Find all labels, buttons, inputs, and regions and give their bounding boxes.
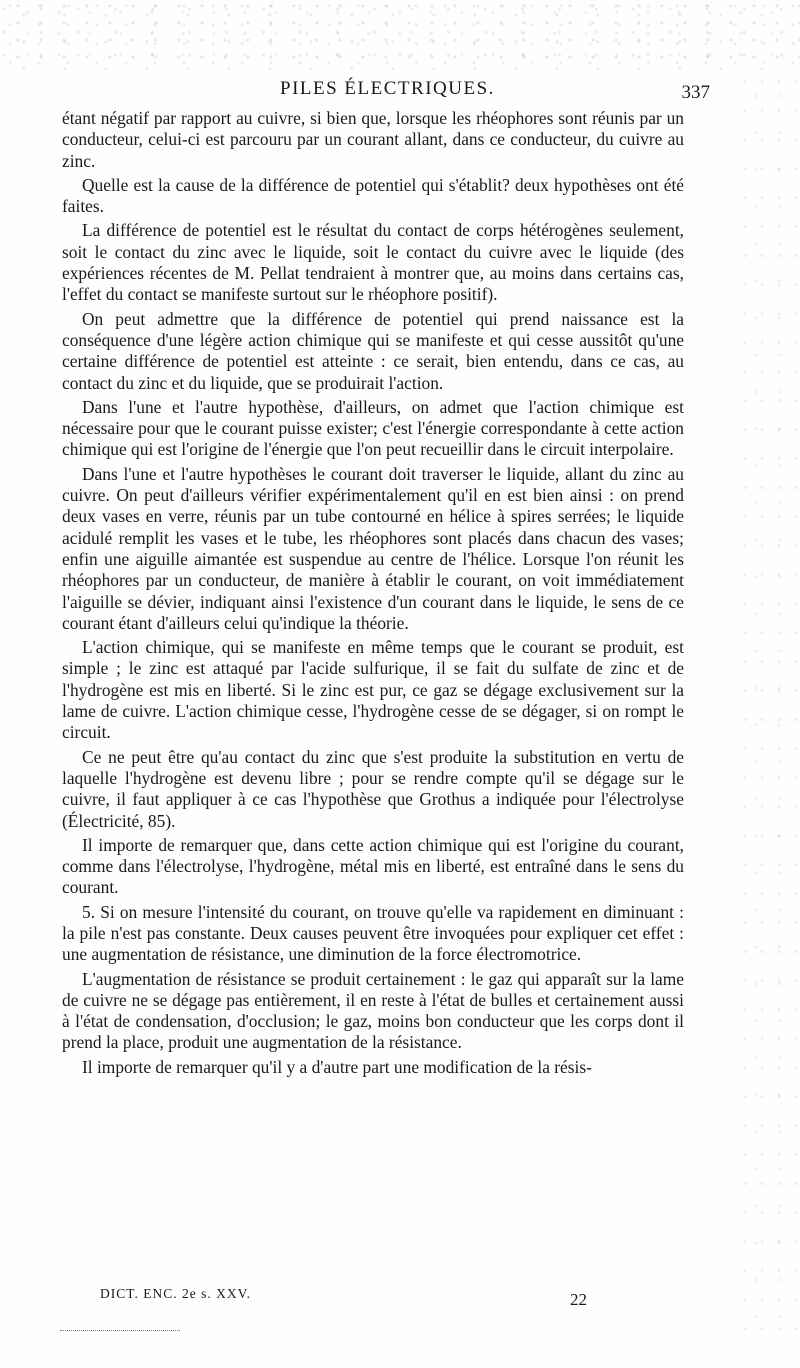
paragraph: Il importe de remarquer qu'il y a d'autre part une modification de la résis- [82,1056,592,1077]
running-head [60,78,710,104]
paragraph: Dans l'une et l'autre hypothèse, d'ailleurs, on admet que l'action chimique est nécessaire pour que le courant puisse exister; c'est l'énergie correspondante à cette action chimique qui est l'origine de l'énergie que l'on peut recueillir dans le circuit interpolaire. [62,396,684,460]
printer-signature: DICT. ENC. 2e s. XXV. [100,1286,251,1301]
paragraph: Quelle est la cause de la différence de potentiel qui s'établit? deux hypothèses ont été faites. [62,174,684,217]
paragraph: 5. Si on mesure l'intensité du courant, on trouve qu'elle va rapidement en diminuant : la pile n'est pas constante. Deux causes peuvent être invoquées pour expliquer cet effet : une augmentation de résistance, une diminution de la force électromotrice. [62,901,684,965]
header-title: PILES ÉLECTRIQUES. [280,78,495,99]
paragraph: On peut admettre que la différence de potentiel qui prend naissance est la conséquence d'une légère action chimique qui se manifeste et qui cesse aussitôt qu'une certaine différence de potentiel est atteinte : ce serait, bien entendu, dans ce cas, au contact du zinc et du liquide, que se produirait l'action. [62,308,684,393]
body-text [62,108,684,1081]
paragraph: Dans l'une et l'autre hypothèses le courant doit traverser le liquide, allant du zinc au cuivre. On peut d'ailleurs vérifier expérimentalement qu'il en est bien ainsi : on prend deux vases en verre, réunis par un tube contourné en hélice à spires serrées; le liquide acidulé remplit les vases et le tube, les rhéophores sont placés dans chacun des vases; enfin une aiguille aimantée est suspendue au centre de l'hélice. Lorsque l'on réunit les rhéophores par un conducteur, de manière à établir le courant, on voit immédiatement l'aiguille se dévier, indiquant ainsi l'existence d'un courant dans le liquide, le sens de ce courant étant d'ailleurs celui qu'indique la théorie. [62,463,684,633]
paragraph: L'action chimique, qui se manifeste en même temps que le courant se produit, est simple ; le zinc est attaqué par l'acide sulfurique, il se fait du sulfate de zinc et de l'hydrogène est mis en liberté. Si le zinc est pur, ce gaz se dégage exclusivement sur la lame de cuivre. L'action chimique cesse, l'hydrogène cesse de se dégager, si on rompt le circuit. [62,637,684,743]
paragraph: Il importe de remarquer que, dans cette action chimique qui est l'origine du courant, comme dans l'électrolyse, l'hydrogène, métal mis en liberté, est entraîné dans le sens du courant. [62,834,684,898]
scan-noise-right [740,70,800,1330]
paragraph: Ce ne peut être qu'au contact du zinc que s'est produite la substitution en vertu de laquelle l'hydrogène est devenu libre ; pour se rendre compte qu'il se dégage sur le cuivre, il faut appliquer à ce cas l'hypothèse que Grothus a indiquée pour l'électrolyse (Électricité, 85). [62,746,684,831]
paragraph: La différence de potentiel est le résultat du contact de corps hétérogènes seulement, soit le contact du zinc avec le liquide, soit le contact du cuivre avec le liquide (des expériences récentes de M. Pellat tendraient à montrer que, au moins dans certains cas, l'effet du contact se manifeste surtout sur le rhéophore positif). [62,220,684,305]
dotted-rule [60,1330,180,1333]
paragraph: étant négatif par rapport au cuivre, si bien que, lorsque les rhéophores sont réunis par un conducteur, celui-ci est parcouru par un courant allant, dans ce conducteur, du cuivre au zinc. [62,108,684,171]
page-number: 337 [681,82,710,103]
paragraph: L'augmentation de résistance se produit certainement : le gaz qui apparaît sur la lame de cuivre ne se dégage pas entièrement, il en reste à l'état de bulles et certainement aussi à l'état de condensation, d'occlusion; le gaz, moins bon conducteur que les corps dont il prend la place, produit une augmentation de la résistance. [62,968,684,1053]
page-footer [100,1286,620,1310]
scan-noise-top [0,0,800,70]
signature-folio: 22 [570,1290,587,1309]
